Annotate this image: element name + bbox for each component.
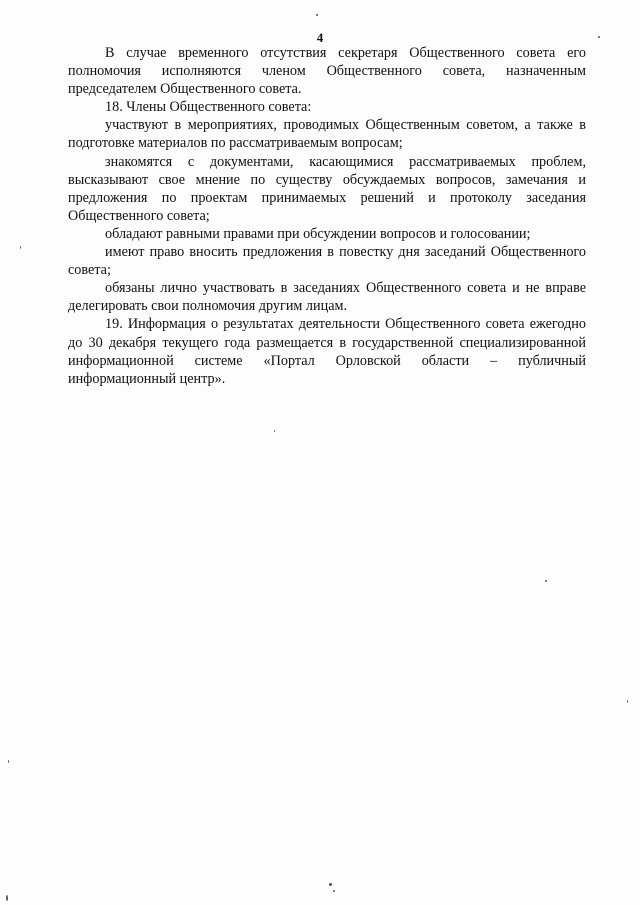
paragraph-review-documents: знакомятся с документами, касающимися рассматриваемых проблем, высказывают свое мнение по существу обсуждаемых вопросов, замечания и предложения по проектам принимаемых решений и протоколу заседания Общественного совета; bbox=[68, 153, 586, 224]
paragraph-equal-rights: обладают равными правами при обсуждении вопросов и голосовании; bbox=[105, 225, 531, 242]
paragraph-obligation-attend: обязаны лично участвовать в заседаниях Общественного совета и не вправе делегировать свои полномочия другим лицам. bbox=[68, 280, 586, 315]
scan-speck bbox=[598, 36, 600, 38]
scan-speck bbox=[6, 895, 8, 901]
scan-speck bbox=[627, 700, 628, 703]
scan-speck bbox=[545, 580, 547, 582]
paragraph-secretary-absence: В случае временного отсутствия секретаря Общественного совета его полномочия исполняются членом Общественного совета, назначенным председателем Общественного совета. bbox=[68, 45, 586, 98]
document-body bbox=[68, 44, 586, 388]
scan-speck bbox=[274, 430, 275, 432]
scan-speck bbox=[316, 14, 318, 16]
scan-speck bbox=[333, 890, 335, 892]
paragraph-item-18-heading: 18. Члены Общественного совета: bbox=[105, 99, 312, 116]
scan-speck bbox=[329, 883, 332, 886]
paragraph-item-19-information: 19. Информация о результатах деятельности Общественного совета ежегодно до 30 декабря текущего года размещается в государственной специализированной информационной системе «Портал Орловской области – публичный информационный центр». bbox=[68, 316, 586, 387]
scan-speck bbox=[8, 760, 9, 763]
page-number: 4 bbox=[316, 30, 324, 45]
paragraph-right-to-propose: имеют право вносить предложения в повестку дня заседаний Общественного совета; bbox=[68, 244, 586, 279]
paragraph-participate: участвуют в мероприятиях, проводимых Общественным советом, а также в подготовке материалов по рассматриваемым вопросам; bbox=[68, 117, 586, 152]
scan-speck bbox=[20, 246, 21, 249]
